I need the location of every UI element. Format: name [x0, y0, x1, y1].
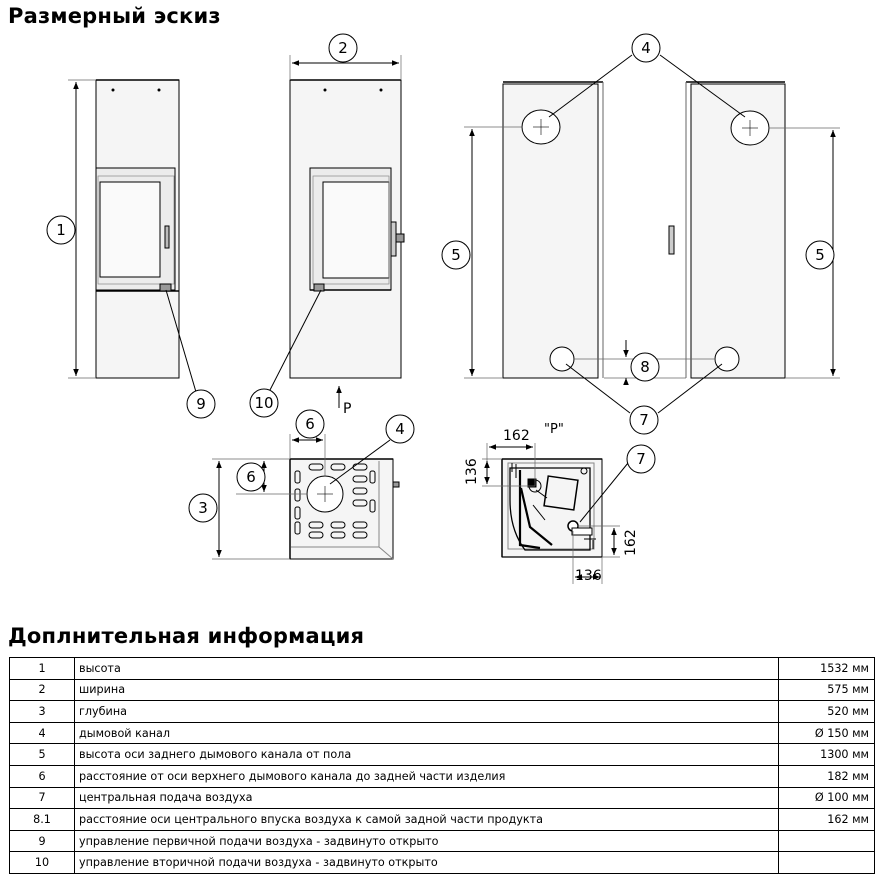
table-row — [10, 809, 875, 831]
row-value: 520 мм — [779, 701, 875, 723]
callout-4-top: 4 — [395, 420, 405, 438]
row-value: 1300 мм — [779, 744, 875, 766]
arrow-p-label: P — [343, 401, 352, 417]
callout-1: 1 — [56, 221, 66, 239]
table-row — [10, 787, 875, 809]
row-name: высота оси заднего дымового канала от пола — [75, 744, 779, 766]
row-number: 1 — [10, 658, 75, 680]
table-row — [10, 701, 875, 723]
table-row — [10, 679, 875, 701]
row-number: 4 — [10, 722, 75, 744]
row-number: 6 — [10, 765, 75, 787]
info-title: Доплнительная информация — [8, 624, 365, 648]
row-name: глубина — [75, 701, 779, 723]
row-name: ширина — [75, 679, 779, 701]
dim-162-top: 162 — [503, 428, 530, 444]
row-value: 575 мм — [779, 679, 875, 701]
row-value: 162 мм — [779, 809, 875, 831]
callout-9: 9 — [196, 395, 206, 413]
row-number: 10 — [10, 852, 75, 874]
row-value: 1532 мм — [779, 658, 875, 680]
front-view — [68, 80, 196, 392]
page-title: Размерный эскиз — [8, 4, 221, 28]
callout-6-left: 6 — [246, 468, 256, 486]
dim-136-bottom: 136 — [575, 568, 602, 584]
row-name: высота — [75, 658, 779, 680]
callout-6-top: 6 — [305, 415, 315, 433]
row-value: Ø 100 мм — [779, 787, 875, 809]
dim-162-right: 162 — [623, 529, 639, 556]
callout-7-back: 7 — [639, 411, 649, 429]
callout-7-bottom: 7 — [636, 450, 646, 468]
top-view — [212, 434, 399, 559]
row-number: 2 — [10, 679, 75, 701]
row-name: управление вторичной подачи воздуха - задвинуто открыто — [75, 852, 779, 874]
callout-2: 2 — [338, 39, 348, 57]
table-row — [10, 765, 875, 787]
spec-table — [9, 657, 875, 874]
row-number: 3 — [10, 701, 75, 723]
bottom-view-p — [482, 443, 628, 584]
table-row — [10, 744, 875, 766]
dim-136-left: 136 — [464, 458, 480, 485]
row-value — [779, 830, 875, 852]
row-name: управление первичной подачи воздуха - задвинуто открыто — [75, 830, 779, 852]
row-name: центральная подача воздуха — [75, 787, 779, 809]
table-row — [10, 830, 875, 852]
callout-8: 8 — [640, 358, 650, 376]
row-number: 7 — [10, 787, 75, 809]
row-value — [779, 852, 875, 874]
row-name: расстояние оси центрального впуска воздуха к самой задной части продукта — [75, 809, 779, 831]
row-value: 182 мм — [779, 765, 875, 787]
callout-3: 3 — [198, 499, 208, 517]
callout-5-right: 5 — [815, 246, 825, 264]
callout-10: 10 — [254, 394, 274, 412]
row-name: дымовой канал — [75, 722, 779, 744]
callout-5-left: 5 — [451, 246, 461, 264]
callout-4-back: 4 — [641, 39, 651, 57]
row-number: 5 — [10, 744, 75, 766]
table-row — [10, 722, 875, 744]
table-row — [10, 658, 875, 680]
row-number: 9 — [10, 830, 75, 852]
row-number: 8.1 — [10, 809, 75, 831]
table-row — [10, 852, 875, 874]
side-view — [270, 55, 404, 408]
row-name: расстояние от оси верхнего дымового канала до задней части изделия — [75, 765, 779, 787]
row-value: Ø 150 мм — [779, 722, 875, 744]
view-p-label: "P" — [544, 422, 564, 437]
